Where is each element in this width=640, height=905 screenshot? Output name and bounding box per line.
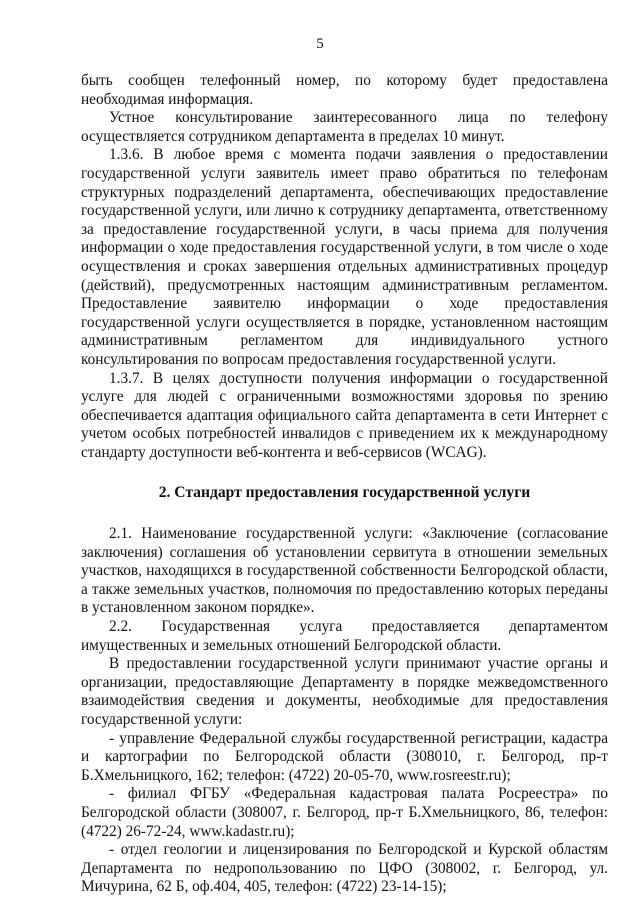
paragraph-1-3-6: 1.3.6. В любое время с момента подачи заявления о предоставлении государственной услуги заявитель имеет право обратиться по телефонам структурных подразделений департамента, обеспечивающих предоставление государственной услуги, или лично к сотруднику департамента, ответственному за предоставление государственной услуги, в часы приема для получения информации о ходе предоставления государственной услуги, в том числе о ходе осуществления и сроках завершения отдельных административных процедур (действий), предусмотренных настоящим административным регламентом. Предоставление заявителю информации о ходе предоставления государственной услуги осуществляется в порядке, установленном настоящим административным регламентом для индивидуального устного консультирования по вопросам предоставления государственной услуги. [81,146,608,368]
list-item-rosreestr: - управление Федеральной службы государственной регистрации, кадастра и картографии по Белгородской области (308010, г. Белгород, пр-т Б.Хмельницкого, 162; телефон: (4722) 20-05-70, www.rosreestr.ru); [81,729,608,784]
list-item-geology: - отдел геологии и лицензирования по Белгородской и Курской областям Департамента по недропользованию по ЦФО (308002, г. Белгород, ул. Мичурина, 62 Б, оф.404, 405, телефон: (4722) 23-14-15); [81,841,608,896]
paragraph-2-2: 2.2. Государственная услуга предоставляется департаментом имущественных и земельных отношений Белгородской области. [81,618,608,654]
paragraph-participants: В предоставлении государственной услуги принимают участие органы и организации, предоставляющие Департаменту в порядке межведомственного взаимодействия сведения и документы, необходимые для предоставления государственной услуги: [81,655,608,728]
page-number: 5 [316,36,324,52]
paragraph-2-1: 2.1. Наименование государственной услуги: «Заключение (согласование заключения) соглашения об установлении сервитута в отношении земельных участков, находящихся в государственной собственности Белгородской области, а также земельных участков, полномочия по предоставлению которых переданы в установленном законом порядке». [81,525,608,617]
document-body [81,72,608,897]
paragraph-1-3-7: 1.3.7. В целях доступности получения информации о государственной услуге для людей с ограниченными возможностями здоровья по зрению обеспечивается адаптация официального сайта департамента в сети Интернет с учетом особых потребностей инвалидов с приведением их к международному стандарту доступности веб-контента и веб-сервисов (WCAG). [81,369,608,461]
paragraph-phone-consulting: Устное консультирование заинтересованного лица по телефону осуществляется сотрудником департамента в пределах 10 минут. [81,109,608,145]
list-item-kadastr: - филиал ФГБУ «Федеральная кадастровая палата Росреестра» по Белгородской области (308007, г. Белгород, пр-т Б.Хмельницкого, 86, телефон: (4722) 26-72-24, www.kadastr.ru); [81,785,608,840]
section-heading: 2. Стандарт предоставления государственной услуги [158,484,531,502]
paragraph-continuation: быть сообщен телефонный номер, по которому будет предоставлена необходимая информация. [81,72,608,108]
